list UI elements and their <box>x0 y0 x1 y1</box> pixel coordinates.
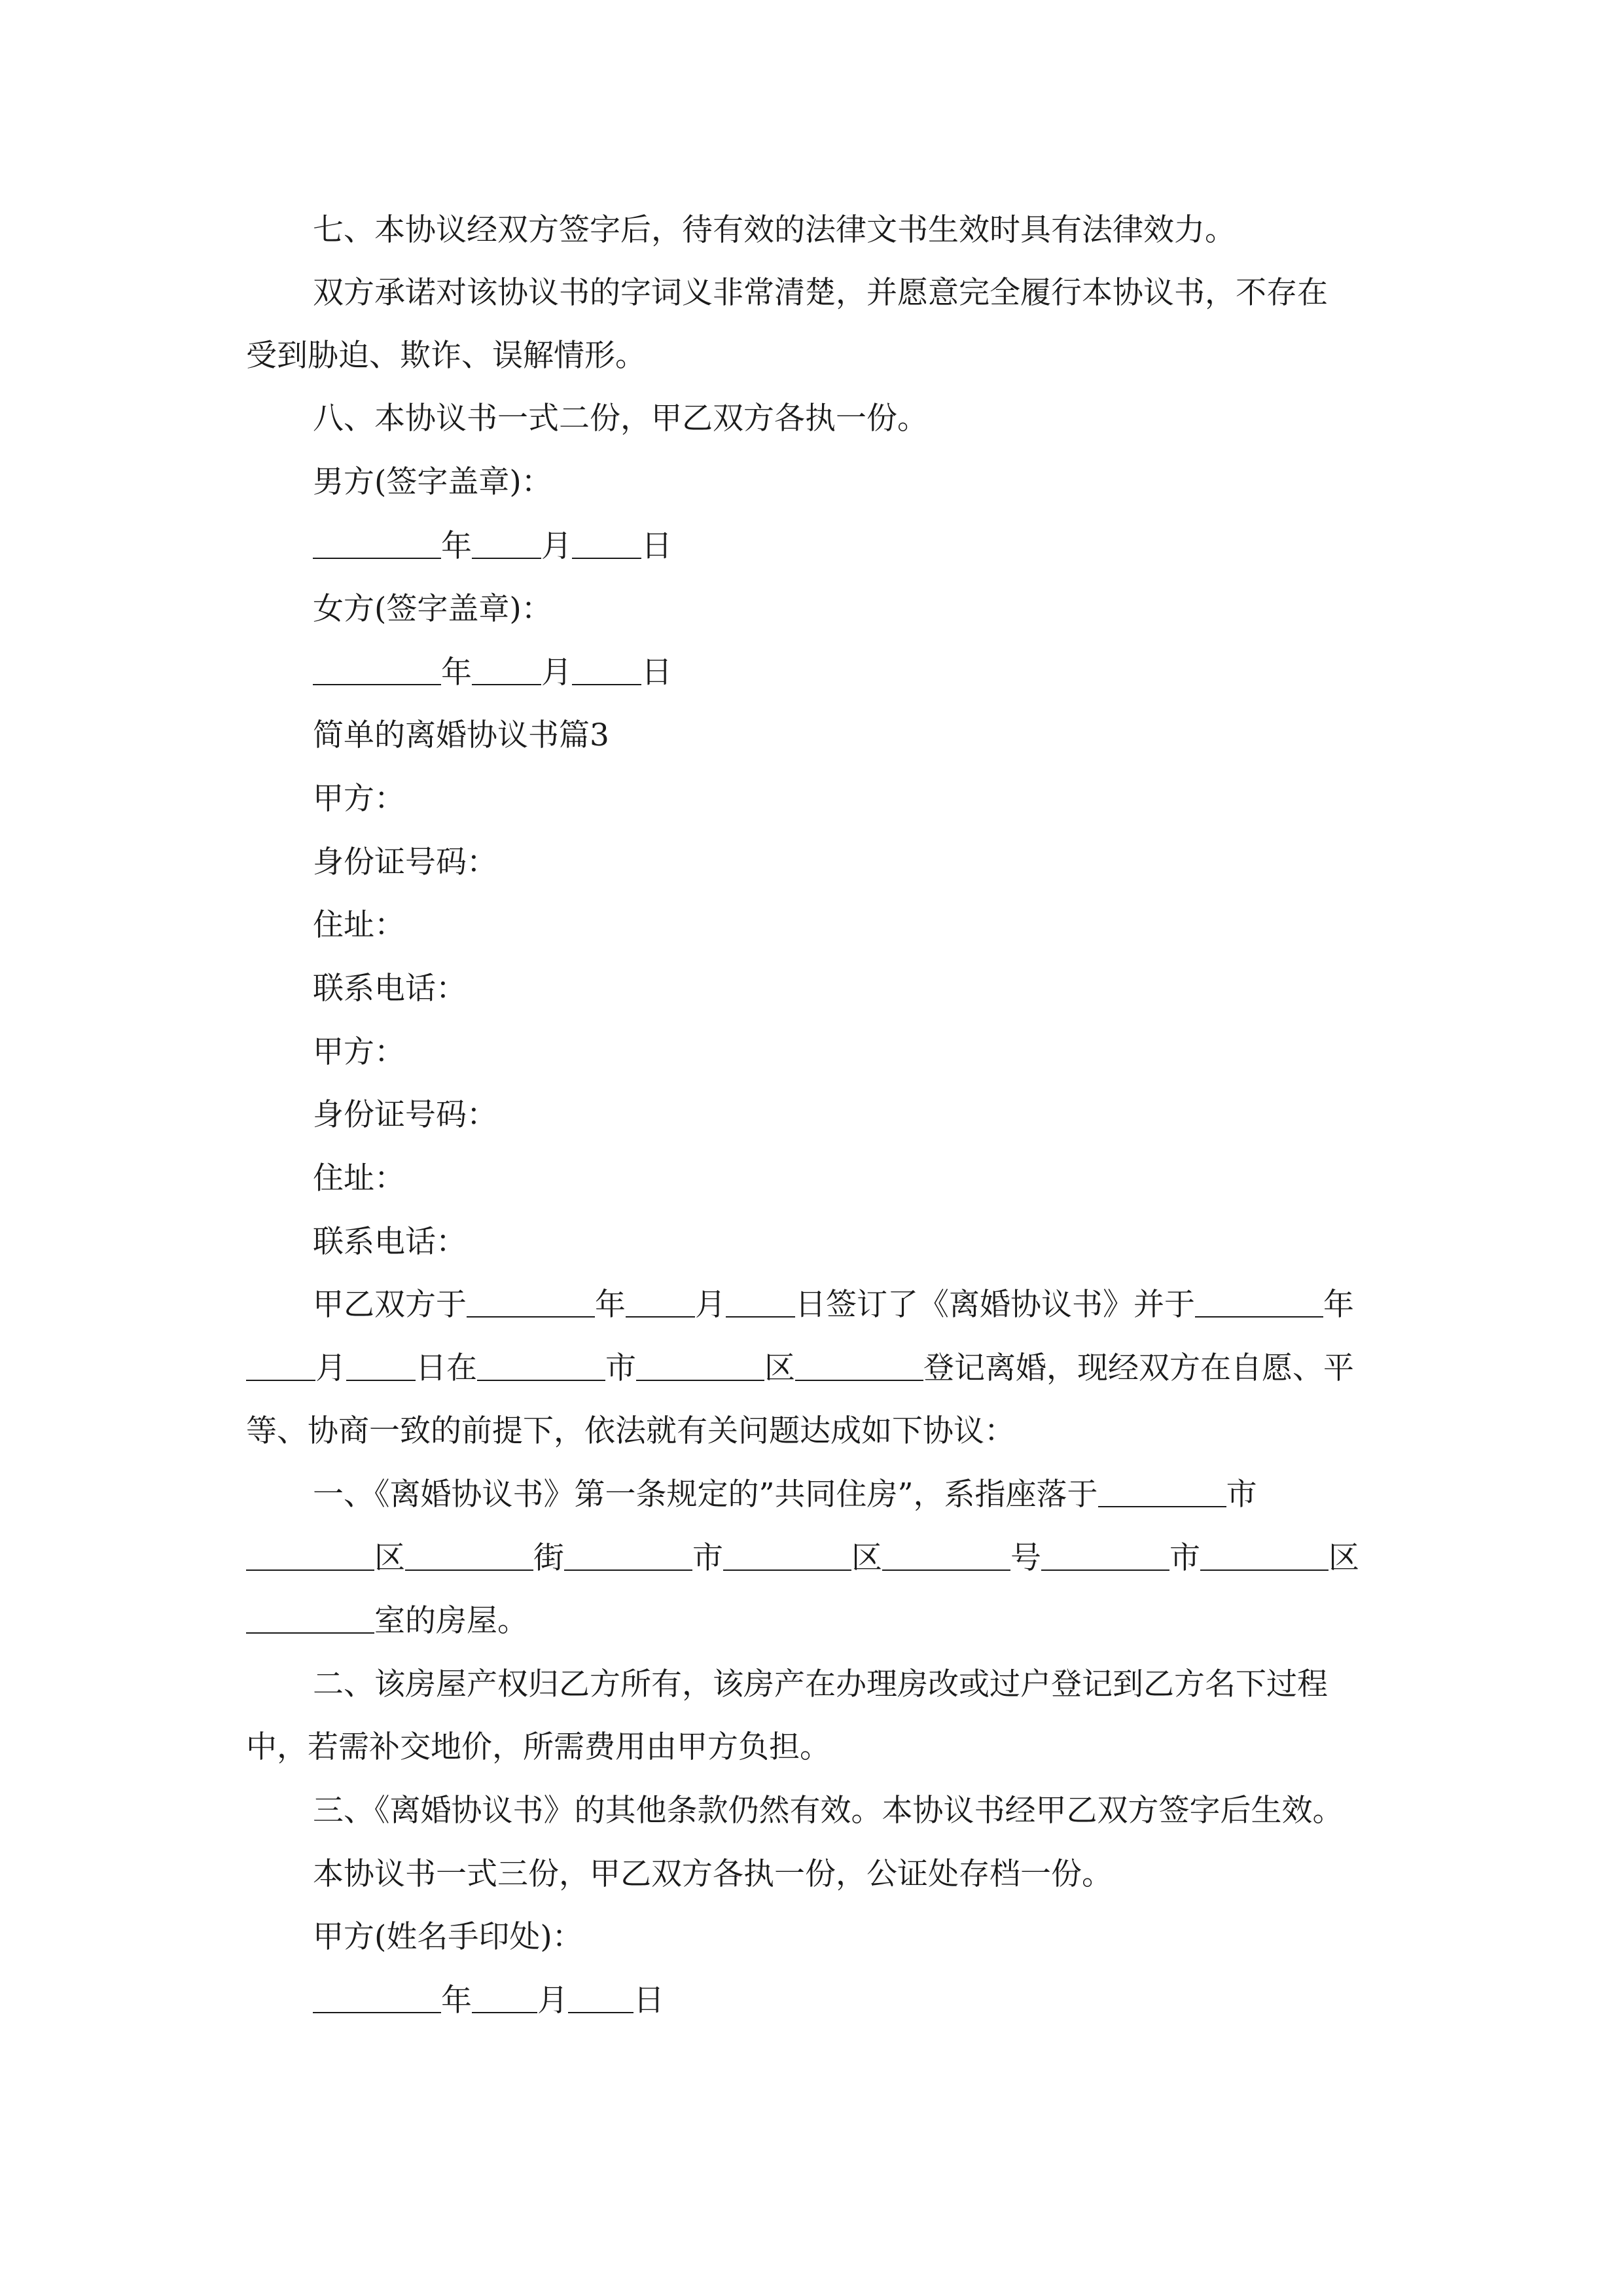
blank-month <box>472 528 541 559</box>
blank-year <box>313 655 441 685</box>
intro-line-1 <box>0 1279 1623 1331</box>
year-label: 年 <box>441 655 472 691</box>
blank <box>795 1350 923 1381</box>
blank <box>1041 1540 1169 1571</box>
clause-8: 八、本协议书一式二份，甲乙双方各执一份。 <box>313 401 928 437</box>
party-a-label-2: 甲方： <box>313 1034 405 1070</box>
city-label: 市 <box>1226 1477 1257 1513</box>
day-label: 日 <box>641 655 672 691</box>
intro-text-4: 登记离婚，现经双方在自愿、平 <box>923 1350 1354 1386</box>
month-label: 月 <box>695 1287 726 1323</box>
number-label: 号 <box>1010 1540 1041 1576</box>
clause-1-end-text: 室的房屋。 <box>374 1603 528 1639</box>
address-label-2: 住址： <box>313 1160 405 1196</box>
blank-month <box>472 1982 537 2013</box>
id-number-label-2: 身份证号码： <box>313 1097 497 1133</box>
blank <box>723 1540 851 1571</box>
clause-3: 三、《离婚协议书》的其他条款仍然有效。本协议书经甲乙双方签字后生效。 <box>313 1793 1344 1829</box>
blank-day <box>572 528 641 559</box>
party-a-label: 甲方： <box>313 781 405 817</box>
intro-text-2: 日签订了《离婚协议书》并于 <box>795 1287 1195 1323</box>
intro-line-2 <box>0 1342 1623 1395</box>
intro-text-1: 甲乙双方于 <box>313 1287 467 1323</box>
male-signature-label: 男方(签字盖章)： <box>313 464 552 500</box>
section-title: 简单的离婚协议书篇3 <box>313 717 609 753</box>
blank <box>477 1350 605 1381</box>
female-signature-label: 女方(签字盖章)： <box>313 591 552 627</box>
blank <box>626 1287 695 1318</box>
year-label: 年 <box>441 1982 472 2018</box>
year-label: 年 <box>1323 1287 1354 1323</box>
blank <box>1195 1287 1323 1318</box>
phone-label-2: 联系电话： <box>313 1224 467 1260</box>
district-label: 区 <box>1329 1540 1359 1576</box>
blank <box>246 1350 315 1381</box>
clause-1-line-2 <box>0 1532 1623 1585</box>
clause-2-line-1: 二、该房屋产权归乙方所有，该房产在办理房改或过户登记到乙方名下过程 <box>313 1666 1328 1702</box>
male-date-line <box>0 520 1623 573</box>
blank-month <box>472 655 541 685</box>
city-label: 市 <box>1169 1540 1200 1576</box>
district-label: 区 <box>851 1540 882 1576</box>
clause-7: 七、本协议经双方签字后，待有效的法律文书生效时具有法律效力。 <box>313 212 1236 248</box>
blank-day <box>568 1982 633 2013</box>
phone-label: 联系电话： <box>313 971 467 1007</box>
blank-year <box>313 528 441 559</box>
blank <box>405 1540 533 1571</box>
party-a-date-line <box>0 1975 1623 2027</box>
blank-year <box>313 1982 441 2013</box>
city-label: 市 <box>605 1350 636 1386</box>
blank <box>246 1603 374 1634</box>
month-label: 月 <box>541 655 572 691</box>
copies-statement: 本协议书一式三份，甲乙双方各执一份，公证处存档一份。 <box>313 1856 1113 1892</box>
blank <box>467 1287 595 1318</box>
id-number-label: 身份证号码： <box>313 844 497 880</box>
commitment-line-1: 双方承诺对该协议书的字词义非常清楚，并愿意完全履行本协议书，不存在 <box>313 275 1328 311</box>
blank <box>246 1540 374 1571</box>
clause-1-text: 一、《离婚协议书》第一条规定的”共同住房”，系指座落于 <box>313 1477 1098 1513</box>
clause-1-line-3 <box>0 1595 1623 1647</box>
intro-line-3: 等、协商一致的前提下，依法就有关问题达成如下协议： <box>246 1413 1015 1449</box>
female-date-line <box>0 647 1623 699</box>
blank <box>564 1540 692 1571</box>
blank-day <box>572 655 641 685</box>
blank <box>1200 1540 1329 1571</box>
day-label: 日 <box>641 528 672 564</box>
month-label: 月 <box>541 528 572 564</box>
month-label: 月 <box>537 1982 568 2018</box>
address-label: 住址： <box>313 907 405 943</box>
district-label: 区 <box>764 1350 795 1386</box>
month-label: 月 <box>315 1350 346 1386</box>
year-label: 年 <box>595 1287 626 1323</box>
intro-text-3: 日在 <box>416 1350 477 1386</box>
commitment-line-2: 受到胁迫、欺诈、误解情形。 <box>246 338 646 374</box>
city-label: 市 <box>692 1540 723 1576</box>
clause-2-line-2: 中，若需补交地价，所需费用由甲方负担。 <box>246 1729 830 1765</box>
blank <box>1098 1477 1226 1507</box>
party-a-sign-label: 甲方(姓名手印处)： <box>313 1919 583 1955</box>
year-label: 年 <box>441 528 472 564</box>
blank <box>636 1350 764 1381</box>
street-label: 街 <box>533 1540 564 1576</box>
day-label: 日 <box>633 1982 664 2018</box>
blank <box>346 1350 416 1381</box>
clause-1-line-1 <box>0 1469 1623 1521</box>
district-label: 区 <box>374 1540 405 1576</box>
blank <box>882 1540 1010 1571</box>
blank <box>726 1287 795 1318</box>
